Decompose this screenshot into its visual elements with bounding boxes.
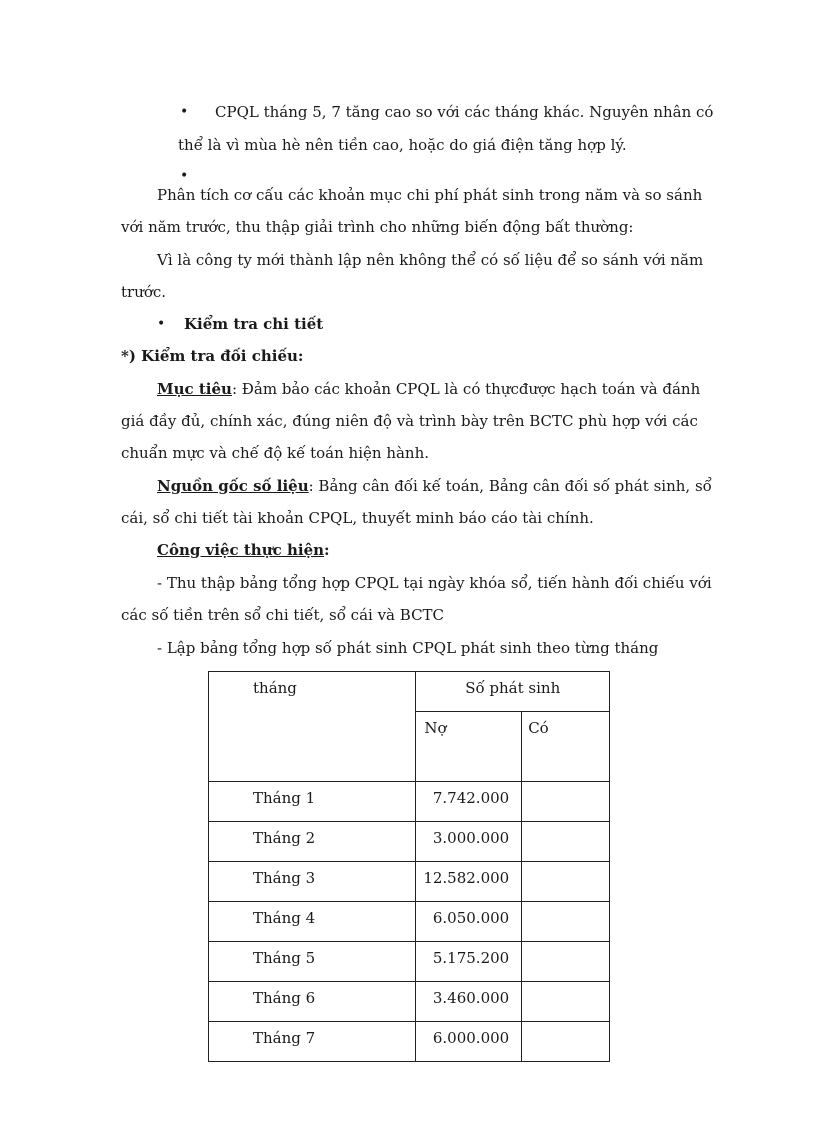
text-nguon-goc: : Bảng cân đối kế toán, Bảng cân đối số phát sinh, sổ [308,477,712,495]
table-row [209,942,610,982]
heading-kiem-tra-doi-chieu: *) Kiểm tra đối chiếu: [121,347,304,365]
paragraph-muc-tieu-line-1 [157,379,701,399]
paragraph-muc-tieu-line-3: chuẩn mực và chế độ kế toán hiện hành. [121,444,430,462]
cell-month: Tháng 6 [209,982,416,1022]
cell-no: 3.000.000 [416,822,522,862]
label-cong-viec: Công việc thực hiện [157,541,325,559]
label-cong-viec-colon: : [324,541,330,559]
heading-kiem-tra-chi-tiet: Kiểm tra chi tiết [184,315,324,333]
paragraph-cpql-line-2: thể là vì mùa hè nên tiền cao, hoặc do giá điện tăng hợp lý. [178,136,627,154]
paragraph-cpql-line-1: CPQL tháng 5, 7 tăng cao so với các tháng khác. Nguyên nhân có [215,103,714,121]
cell-no: 12.582.000 [416,862,522,902]
cell-month: Tháng 7 [209,1022,416,1062]
paragraph-muc-tieu-line-2: giá đầy đủ, chính xác, đúng niên độ và trình bày trên BCTC phù hợp với các [121,412,698,430]
table-row [209,982,610,1022]
bullet-3: • [157,316,166,332]
bullet-2: • [180,168,189,184]
header-so-phat-sinh-label: Số phát sinh [465,679,561,697]
table-row [209,1022,610,1062]
paragraph-new-company-line-1: Vì là công ty mới thành lập nên không thể có số liệu để so sánh với năm [157,251,704,269]
paragraph-cv-line-1: - Thu thập bảng tổng hợp CPQL tại ngày khóa sổ, tiến hành đối chiếu với [157,574,712,592]
cell-month: Tháng 5 [209,942,416,982]
cell-no: 7.742.000 [416,782,522,822]
header-month-label: tháng [253,679,297,697]
cell-no: 3.460.000 [416,982,522,1022]
header-co-label: Có [528,719,549,737]
header-co [522,712,610,782]
cell-co [522,982,610,1022]
cell-co [522,782,610,822]
table-row [209,902,610,942]
cell-co [522,902,610,942]
bullet-1: • [180,104,189,120]
cell-no: 6.050.000 [416,902,522,942]
cpql-summary-table [208,671,610,1062]
header-no-label: Nợ [424,719,447,737]
cell-co [522,822,610,862]
header-no [416,712,522,782]
paragraph-new-company-line-2: trước. [121,283,167,301]
table-header-row [209,672,610,712]
label-nguon-goc: Nguồn gốc số liệu [157,477,309,495]
cell-month: Tháng 3 [209,862,416,902]
table-row [209,822,610,862]
cell-month: Tháng 2 [209,822,416,862]
paragraph-nguon-line-1 [157,476,712,496]
paragraph-cv-line-3: - Lập bảng tổng hợp số phát sinh CPQL phát sinh theo từng tháng [157,639,659,657]
paragraph-analysis-line-2: với năm trước, thu thập giải trình cho những biến động bất thường: [121,218,634,236]
header-month [209,672,416,782]
paragraph-cong-viec-heading [157,540,330,560]
paragraph-cv-line-2: các số tiền trên sổ chi tiết, sổ cái và BCTC [121,606,445,624]
header-so-phat-sinh [416,672,610,712]
table-row [209,782,610,822]
cell-month: Tháng 4 [209,902,416,942]
cell-no: 6.000.000 [416,1022,522,1062]
paragraph-nguon-line-2: cái, sổ chi tiết tài khoản CPQL, thuyết minh báo cáo tài chính. [121,509,594,527]
paragraph-analysis-line-1: Phân tích cơ cấu các khoản mục chi phí phát sinh trong năm và so sánh [157,186,703,204]
text-muc-tieu: : Đảm bảo các khoản CPQL là có thựcđược hạch toán và đánh [231,380,701,398]
label-muc-tieu: Mục tiêu [157,380,232,398]
cell-no: 5.175.200 [416,942,522,982]
cell-co [522,862,610,902]
cell-month: Tháng 1 [209,782,416,822]
cell-co [522,1022,610,1062]
cell-co [522,942,610,982]
table-row [209,862,610,902]
